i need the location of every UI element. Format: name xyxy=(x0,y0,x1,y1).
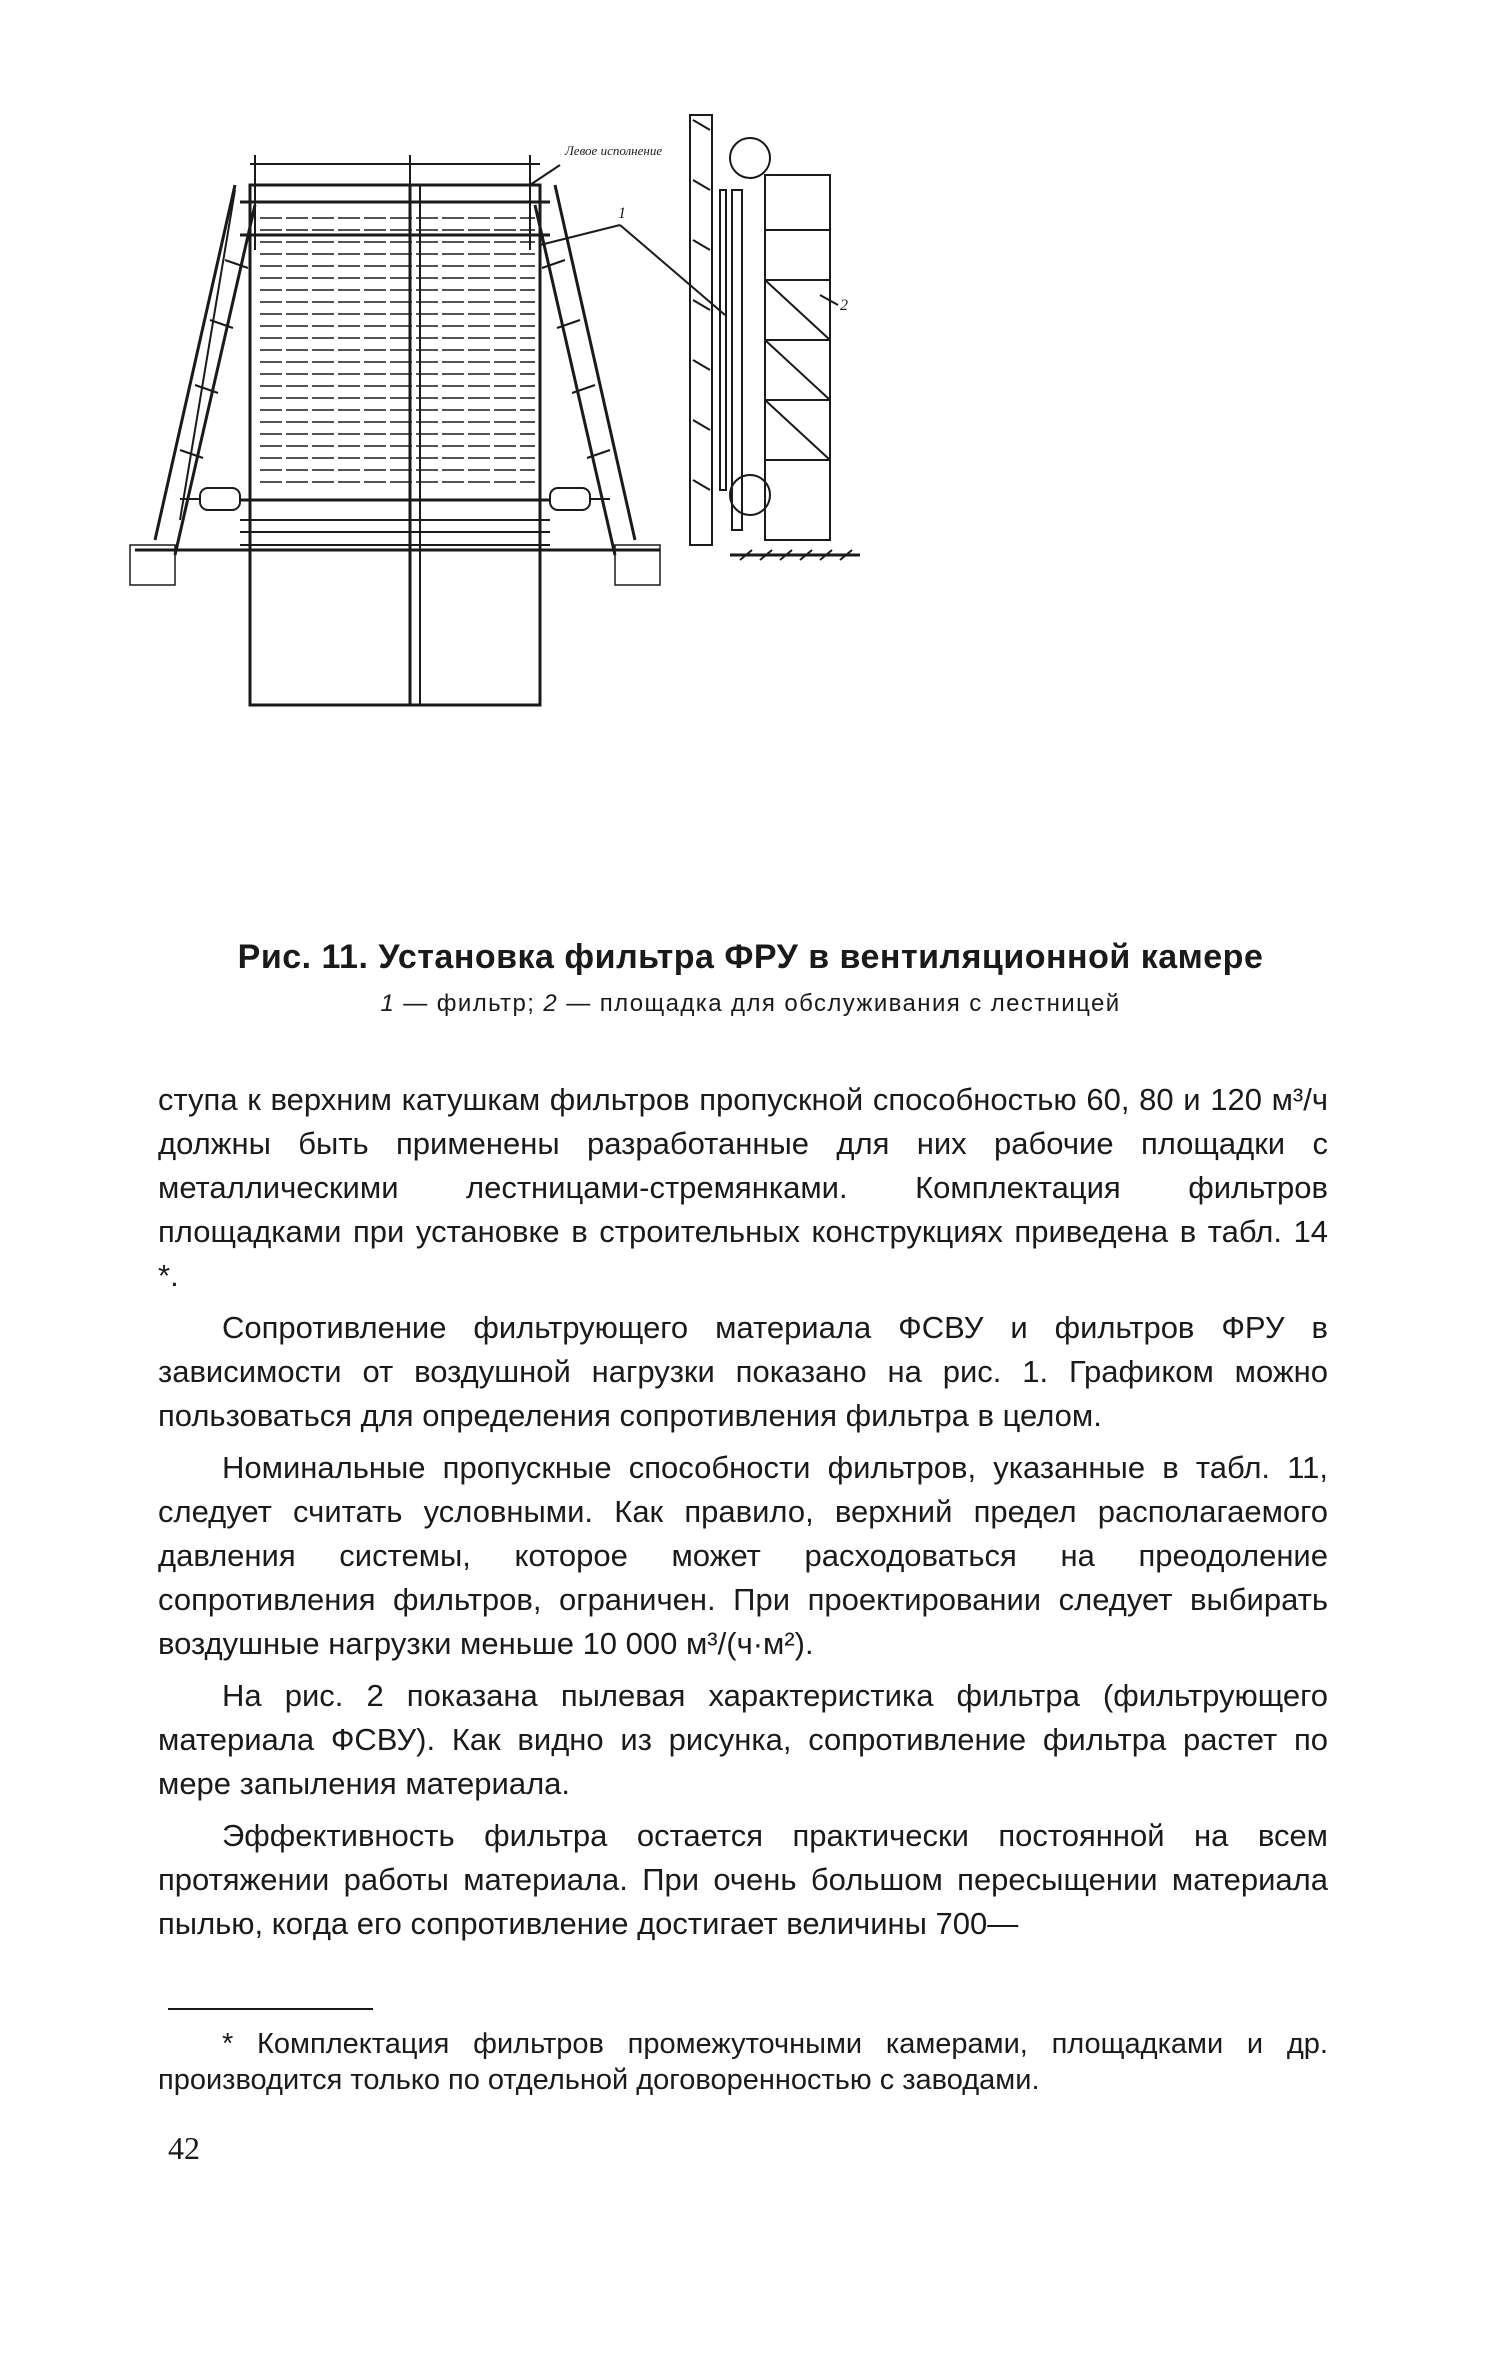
legend-2-number: 2 xyxy=(543,990,559,1017)
figure-label-left-version: Левое исполнение xyxy=(565,143,663,158)
figure-caption-title: Рис. 11. Установка фильтра ФРУ в вентиляционной камере xyxy=(237,938,1264,976)
paragraph-1: ступа к верхним катушкам фильтров пропускной способностью 60, 80 и 120 м³/ч должны быть применены разработанные для них рабочие площадки с металлическими лестницами-стремянками. Комплектация фильтров площадками при установке в строительных конструкциях приведена в табл. 14 *. xyxy=(158,1082,1328,1293)
paragraph-4: На рис. 2 показана пылевая характеристика фильтра (фильтрующего материала ФСВУ). Как видно из рисунка, сопротивление фильтра растет по мере запыления материала. xyxy=(158,1678,1328,1801)
legend-1-text: — фильтр; xyxy=(395,990,544,1017)
callout-1: 1 xyxy=(618,205,626,222)
front-view-drawing xyxy=(130,143,662,705)
footnote-divider xyxy=(168,2008,373,2010)
legend-2-text: — площадка для обслуживания с лестницей xyxy=(558,990,1121,1017)
paragraph-3: Номинальные пропускные способности фильтров, указанные в табл. 11, следует считать условными. Как правило, верхний предел располагаемого давления системы, которое может расходоваться на преодоление сопротивления фильтров, ограничен. При проектировании следует выбирать воздушные нагрузки меньше 10 000 м³/(ч·м²). xyxy=(158,1450,1328,1661)
figure-caption-legend xyxy=(0,990,1501,1018)
body-text xyxy=(158,1078,1328,1954)
paragraph-2: Сопротивление фильтрующего материала ФСВУ и фильтров ФРУ в зависимости от воздушной нагрузки показано на рис. 1. Графиком можно пользоваться для определения сопротивления фильтра в целом. xyxy=(158,1310,1328,1433)
callout-2: 2 xyxy=(840,297,848,314)
page-number: 42 xyxy=(168,2130,200,2166)
paragraph-5: Эффективность фильтра остается практически постоянной на всем протяжении работы материала. При очень большом пересыщении материала пылью, когда его сопротивление достигает величины 700— xyxy=(158,1818,1328,1941)
legend-1-number: 1 xyxy=(380,990,396,1017)
figure-filter-installation xyxy=(180,143,1310,920)
footnote: * Комплектация фильтров промежуточными камерами, площадками и др. производится только по отдельной договоренностью с заводами. xyxy=(158,2028,1328,2096)
